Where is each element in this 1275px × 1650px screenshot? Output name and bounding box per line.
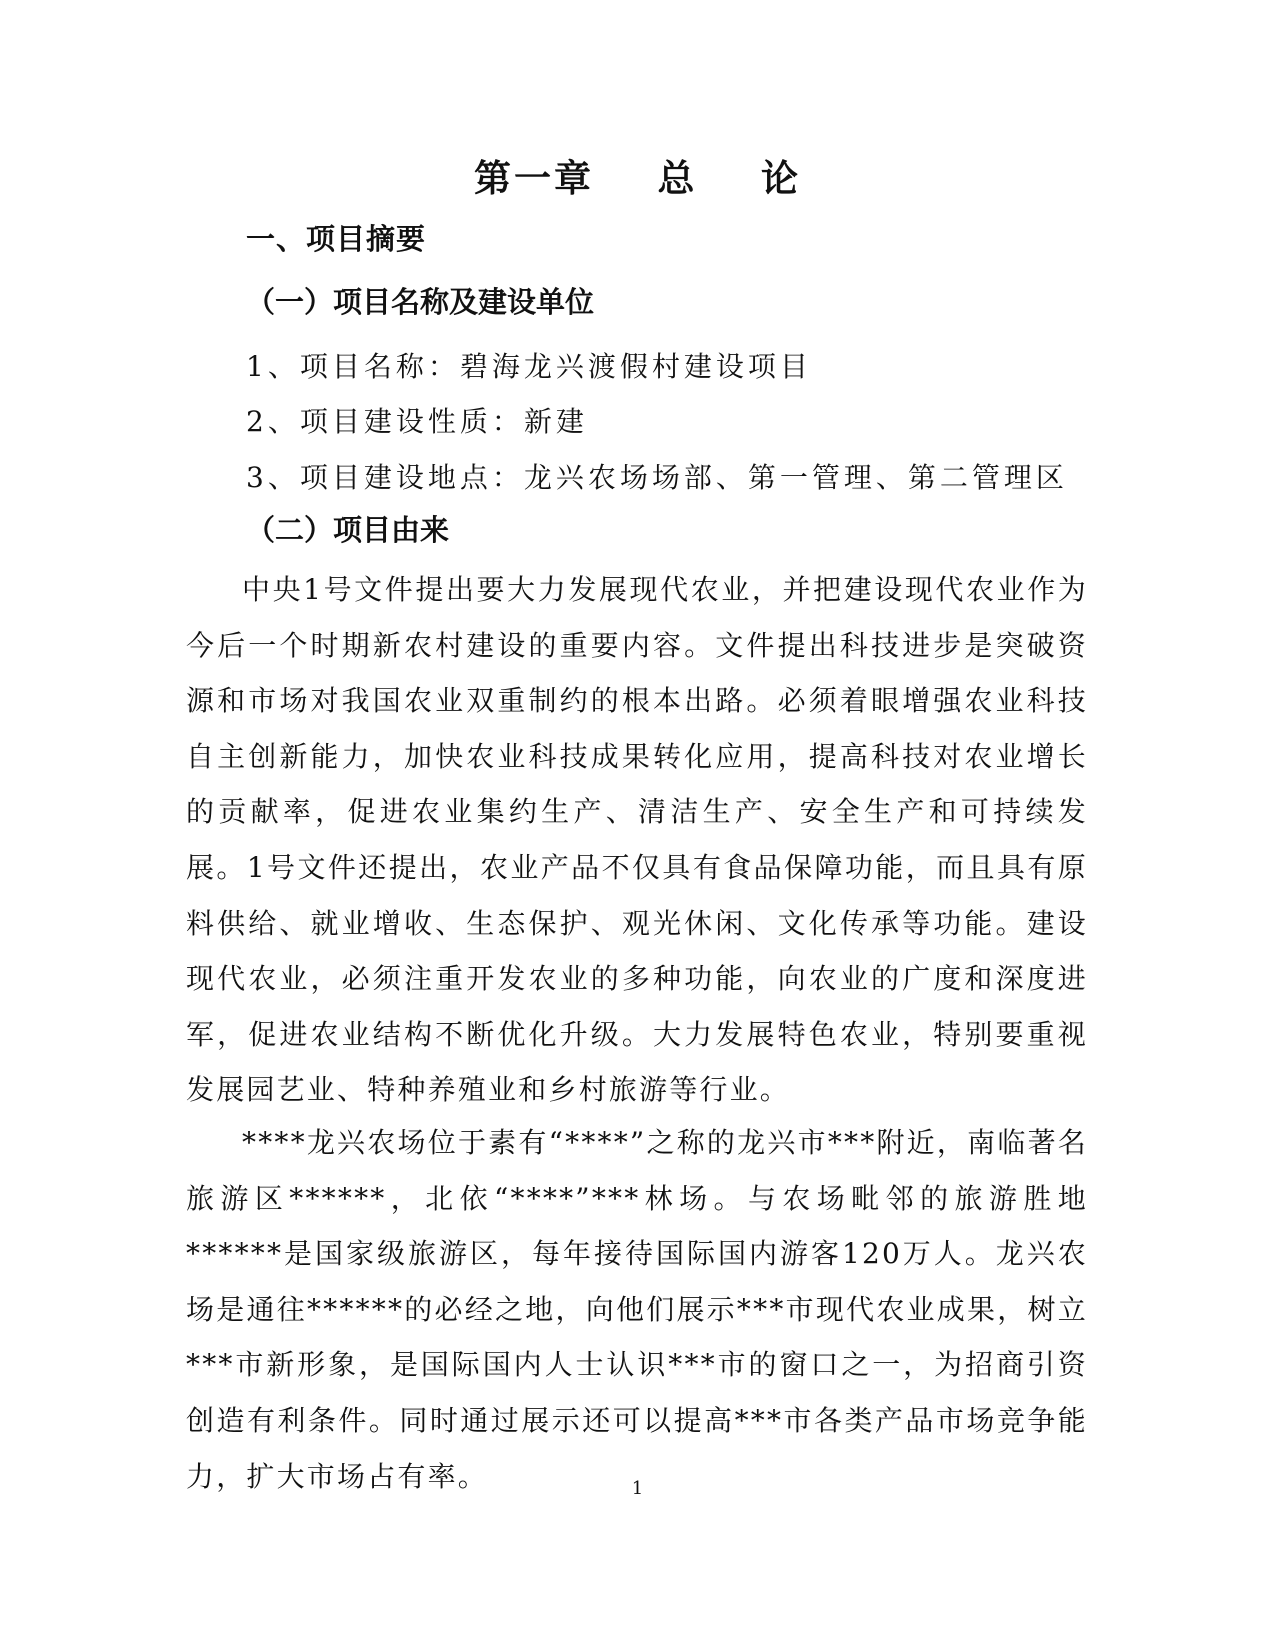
section-heading: 一、项目摘要 [246, 222, 427, 256]
subsection-heading-2: （二）项目由来 [246, 513, 450, 547]
body-paragraph-2: ****龙兴农场位于素有“****”之称的龙兴市***附近，南临著名旅游区******，北依“****”***林场。与农场毗邻的旅游胜地******是国家级旅游区，每年接待国际国内游客120万人。龙兴农场是通往******的必经之地，向他们展示***市现代农业成果，树立***市新形象，是国际国内人士认识***市的窗口之一，为招商引资创造有利条件。同时通过展示还可以提高***市各类产品市场竞争能力，扩大市场占有率。 [186, 1126, 1088, 1493]
page-number: 1 [631, 1478, 644, 1499]
chapter-title: 第一章 总 论 [473, 157, 802, 200]
project-nature-item: 2、项目建设性质：新建 [246, 405, 588, 438]
subsection-heading-1: （一）项目名称及建设单位 [246, 285, 595, 319]
body-paragraph-1: 中央1号文件提出要大力发展现代农业，并把建设现代农业作为今后一个时期新农村建设的重要内容。文件提出科技进步是突破资源和市场对我国农业双重制约的根本出路。必须着眼增强农业科技自主创新能力，加快农业科技成果转化应用，提高科技对农业增长的贡献率，促进农业集约生产、清洁生产、安全生产和可持续发展。1号文件还提出，农业产品不仅具有食品保障功能，而且具有原料供给、就业增收、生态保护、观光休闲、文化传承等功能。建设现代农业，必须注重开发农业的多种功能，向农业的广度和深度进军，促进农业结构不断优化升级。大力发展特色农业，特别要重视发展园艺业、特种养殖业和乡村旅游等行业。 [186, 573, 1088, 1107]
project-name-item: 1、项目名称：碧海龙兴渡假村建设项目 [246, 350, 812, 383]
project-location-item: 3、项目建设地点：龙兴农场场部、第一管理、第二管理区 [246, 461, 1068, 494]
